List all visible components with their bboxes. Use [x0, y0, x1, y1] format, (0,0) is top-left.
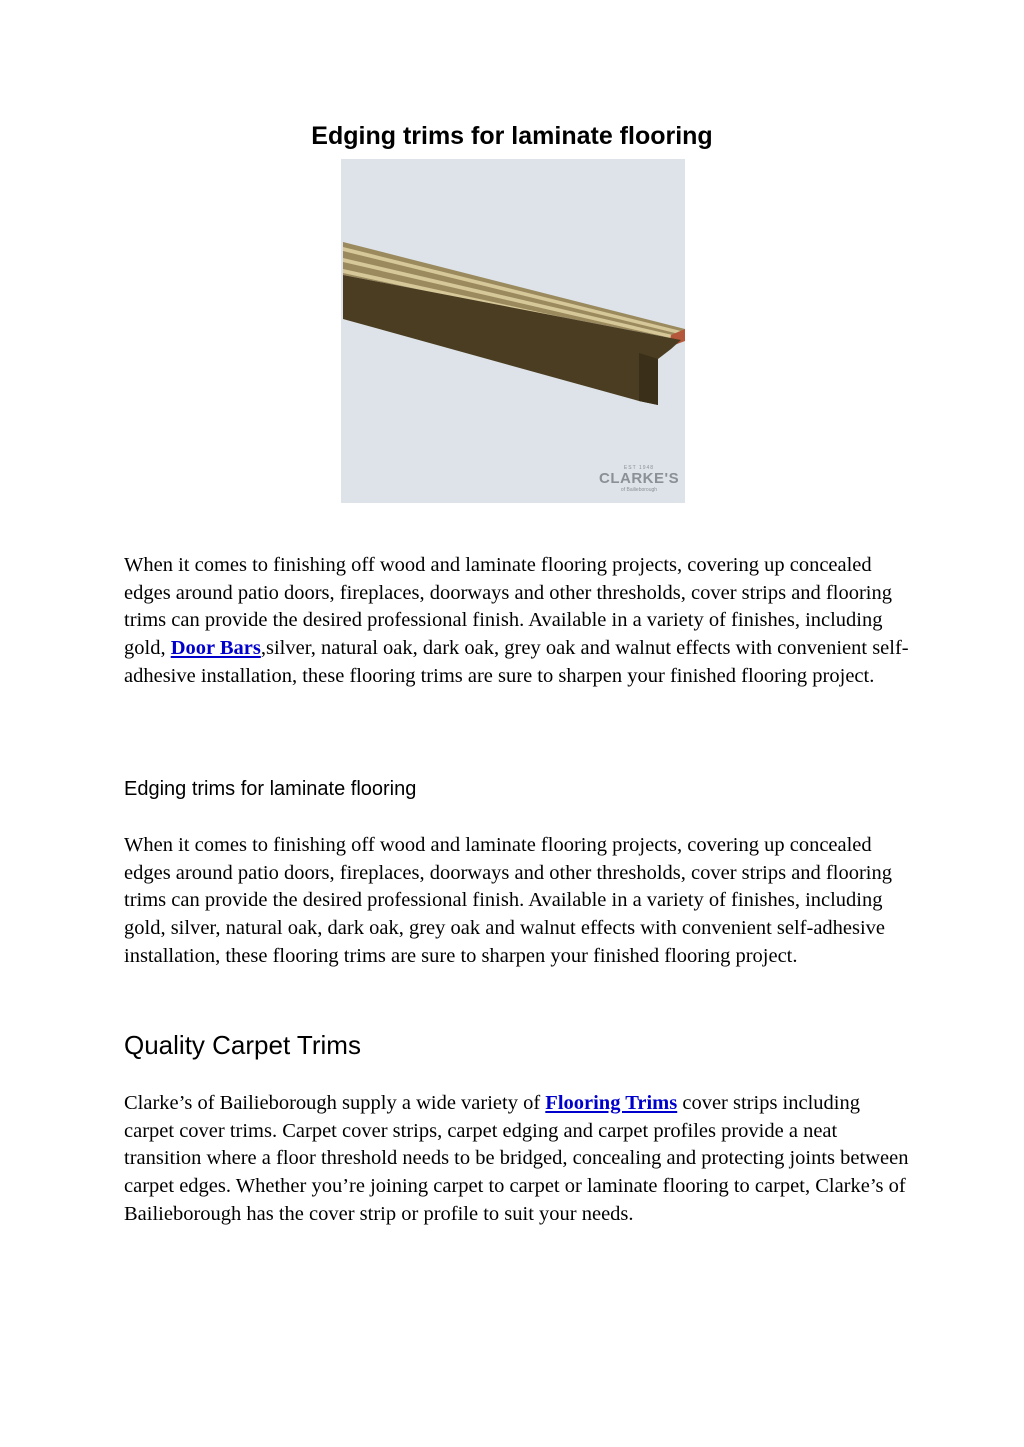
product-image: [341, 159, 685, 503]
section-heading-edging: Edging trims for laminate flooring: [124, 778, 417, 800]
section-heading-carpet-trims: Quality Carpet Trims: [124, 1030, 361, 1060]
door-bars-link[interactable]: Door Bars: [170, 637, 261, 660]
logo-brand-text: CLARKE'S: [599, 470, 680, 487]
edging-paragraph: When it comes to finishing off wood and laminate flooring projects, covering up concealed edges around patio doors, fireplaces, doorways and other thresholds, cover strips and flooring trims can provide the desired professional finish. Available in a variety of finishes, including gold, silver, natural oak, dark oak, grey oak and walnut effects with convenient self-adhesive installation, these flooring trims are sure to sharpen your finished flooring project.: [124, 834, 892, 967]
page-title: Edging trims for laminate flooring: [311, 122, 713, 150]
carpet-trims-paragraph: [124, 1090, 914, 1229]
logo-est-text: EST 1948: [623, 465, 655, 471]
clarkes-logo: [599, 465, 679, 493]
logo-sub-text: of Bailieborough: [620, 487, 658, 493]
carpet-text-start: Clarke’s of Bailieborough supply a wide variety of: [124, 1092, 546, 1114]
flooring-trims-link[interactable]: Flooring Trims: [545, 1092, 678, 1114]
intro-text-end: ,silver, natural oak, dark oak, grey oak and walnut effects with convenient self-adhesive installation, these flooring trims are sure to sharpen your finished flooring project.: [124, 637, 909, 687]
intro-text-start: When it comes to finishing off wood and laminate flooring projects, covering up concealed edges around patio doors, fireplaces, doorways and other thresholds, cover strips and flooring trims can provide the desired professional finish. Available in a variety of finishes, including gold,: [124, 554, 892, 660]
carpet-text-end: cover strips including carpet cover trims. Carpet cover strips, carpet edging and carpet profiles provide a neat transition where a floor threshold needs to be bridged, concealing and protecting joints between carpet edges. Whether you’re joining carpet to carpet or laminate flooring to carpet, Clarke’s of Bailieborough has the cover strip or profile to suit your needs.: [124, 1092, 909, 1225]
intro-paragraph: [124, 552, 914, 691]
trim-illustration: [341, 159, 685, 503]
